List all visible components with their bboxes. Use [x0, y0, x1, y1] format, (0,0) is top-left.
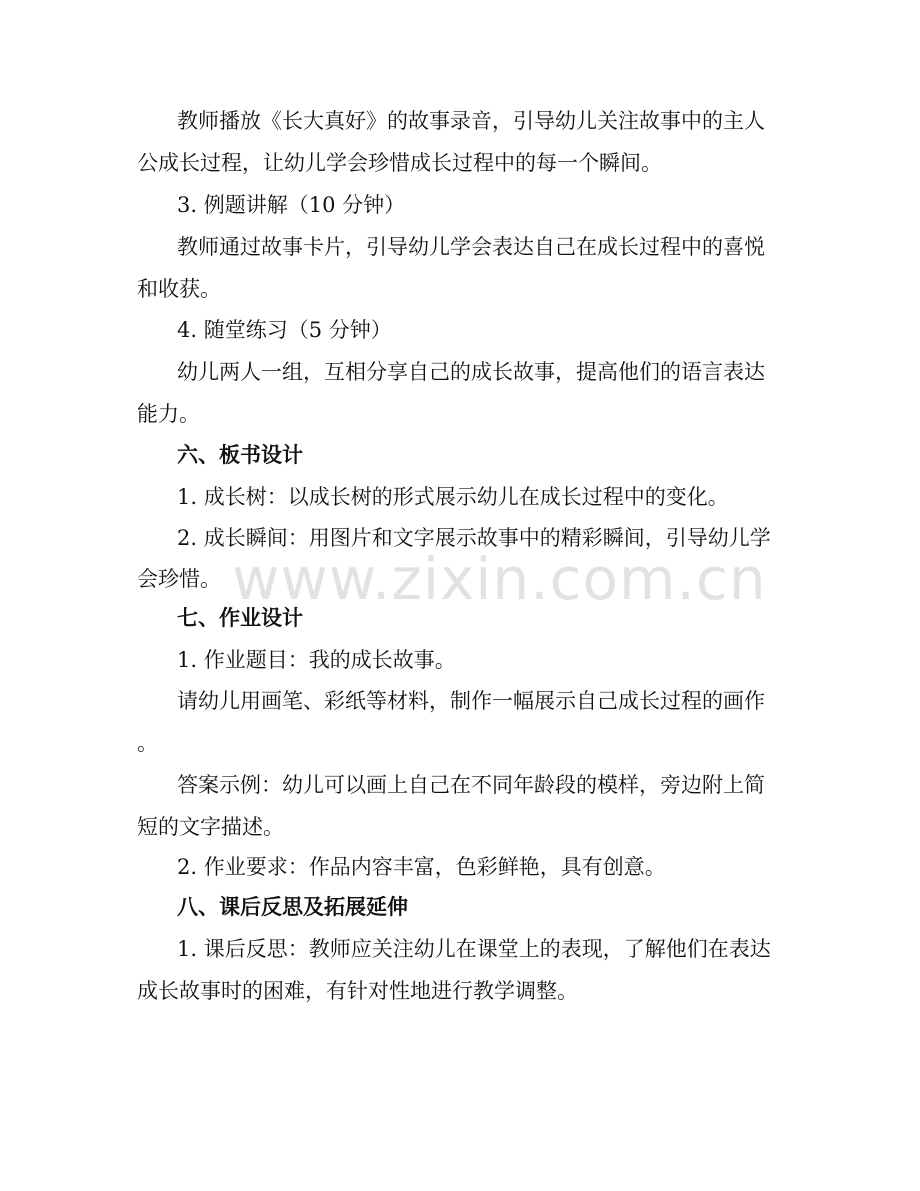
paragraph-line: 成长故事时的困难，有针对性地进行教学调整。 [137, 979, 578, 1003]
paragraph-line: 。 [137, 731, 158, 755]
watermark: www.zixin.com.cn [232, 545, 767, 613]
paragraph-line: 教师播放《长大真好》的故事录音，引导幼儿关注故事中的主人 [177, 109, 765, 133]
list-item: 1. 课后反思：教师应关注幼儿在课堂上的表现，了解他们在表达 [177, 937, 771, 961]
paragraph-line: 公成长过程，让幼儿学会珍惜成长过程中的每一个瞬间。 [137, 151, 662, 175]
paragraph-line: 教师通过故事卡片，引导幼儿学会表达自己在成长过程中的喜悦 [177, 235, 765, 259]
list-item: 1. 成长树：以成长树的形式展示幼儿在成长过程中的变化。 [177, 485, 729, 509]
paragraph-line: 答案示例：幼儿可以画上自己在不同年龄段的模样，旁边附上简 [177, 773, 765, 797]
paragraph-line: 幼儿两人一组，互相分享自己的成长故事，提高他们的语言表达 [177, 360, 765, 384]
list-item: 2. 成长瞬间：用图片和文字展示故事中的精彩瞬间，引导幼儿学 [177, 526, 771, 550]
paragraph-line: 请幼儿用画笔、彩纸等材料，制作一幅展示自己成长过程的画作 [177, 689, 765, 713]
section-heading: 六、板书设计 [177, 443, 303, 467]
section-heading: 七、作业设计 [177, 606, 303, 630]
paragraph-line: 能力。 [137, 402, 200, 426]
paragraph-line: 会珍惜。 [137, 567, 221, 591]
section-subheading: 4. 随堂练习（5 分钟） [177, 318, 392, 342]
list-item: 2. 作业要求：作品内容丰富，色彩鲜艳，具有创意。 [177, 855, 666, 879]
paragraph-line: 和收获。 [137, 277, 221, 301]
paragraph-line: 短的文字描述。 [137, 815, 284, 839]
section-subheading: 3. 例题讲解（10 分钟） [177, 193, 406, 217]
list-item: 1. 作业题目：我的成长故事。 [177, 648, 456, 672]
section-heading: 八、课后反思及拓展延伸 [177, 895, 408, 919]
